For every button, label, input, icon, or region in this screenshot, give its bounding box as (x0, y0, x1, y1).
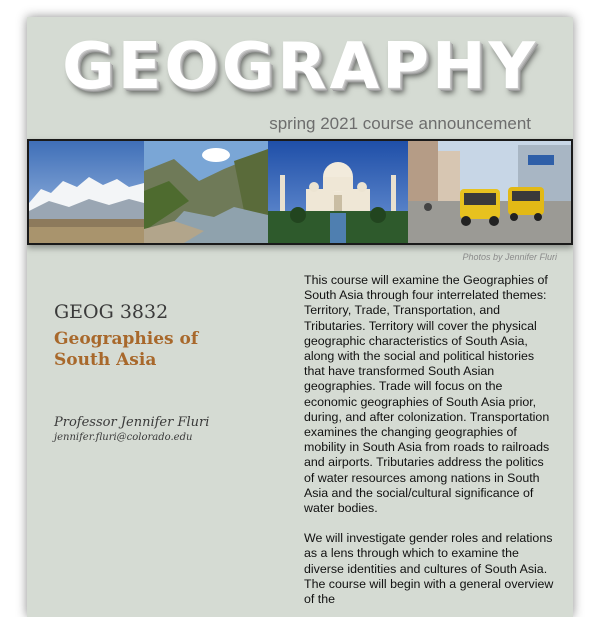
taj-mahal-image (268, 141, 408, 243)
flyer-subtitle: spring 2021 course announcement (269, 114, 531, 133)
description-paragraph-2: We will investigate gender roles and relations as a lens through which to examine the diverse identities and cultures of South Asia. The course will begin with a general overview of the (304, 531, 554, 607)
professor-name: Professor Jennifer Fluri (54, 415, 210, 430)
course-title: Geographies of South Asia (54, 329, 199, 370)
street-rickshaws-image (408, 141, 571, 243)
photo-strip (27, 139, 573, 245)
flyer-title: GEOGRAPHY (62, 30, 538, 104)
photo-credit: Photos by Jennifer Fluri (462, 252, 557, 262)
snowy-mountains-image (29, 141, 144, 243)
course-flyer (27, 17, 573, 617)
river-valley-image (144, 141, 268, 243)
course-description (304, 273, 554, 617)
description-paragraph-1: This course will examine the Geographies of South Asia through four interrelated themes: Territory, Trade, Transportation, and Tributaries. Territory will cover the physical geographic characteristics of South Asia, along with the social and political histories that have transformed South Asian geographies. Trade will focus on the economic geographies of South Asia prior, during, and after colonization. Transportation examines the changing geographies of mobility in South Asia from roads to railroads and airports. Tributaries address the politics of water resources among nations in South Asia and the social/cultural significance of water bodies. (304, 273, 550, 516)
professor-email: jennifer.fluri@colorado.edu (54, 432, 193, 443)
course-code: GEOG 3832 (54, 301, 169, 323)
